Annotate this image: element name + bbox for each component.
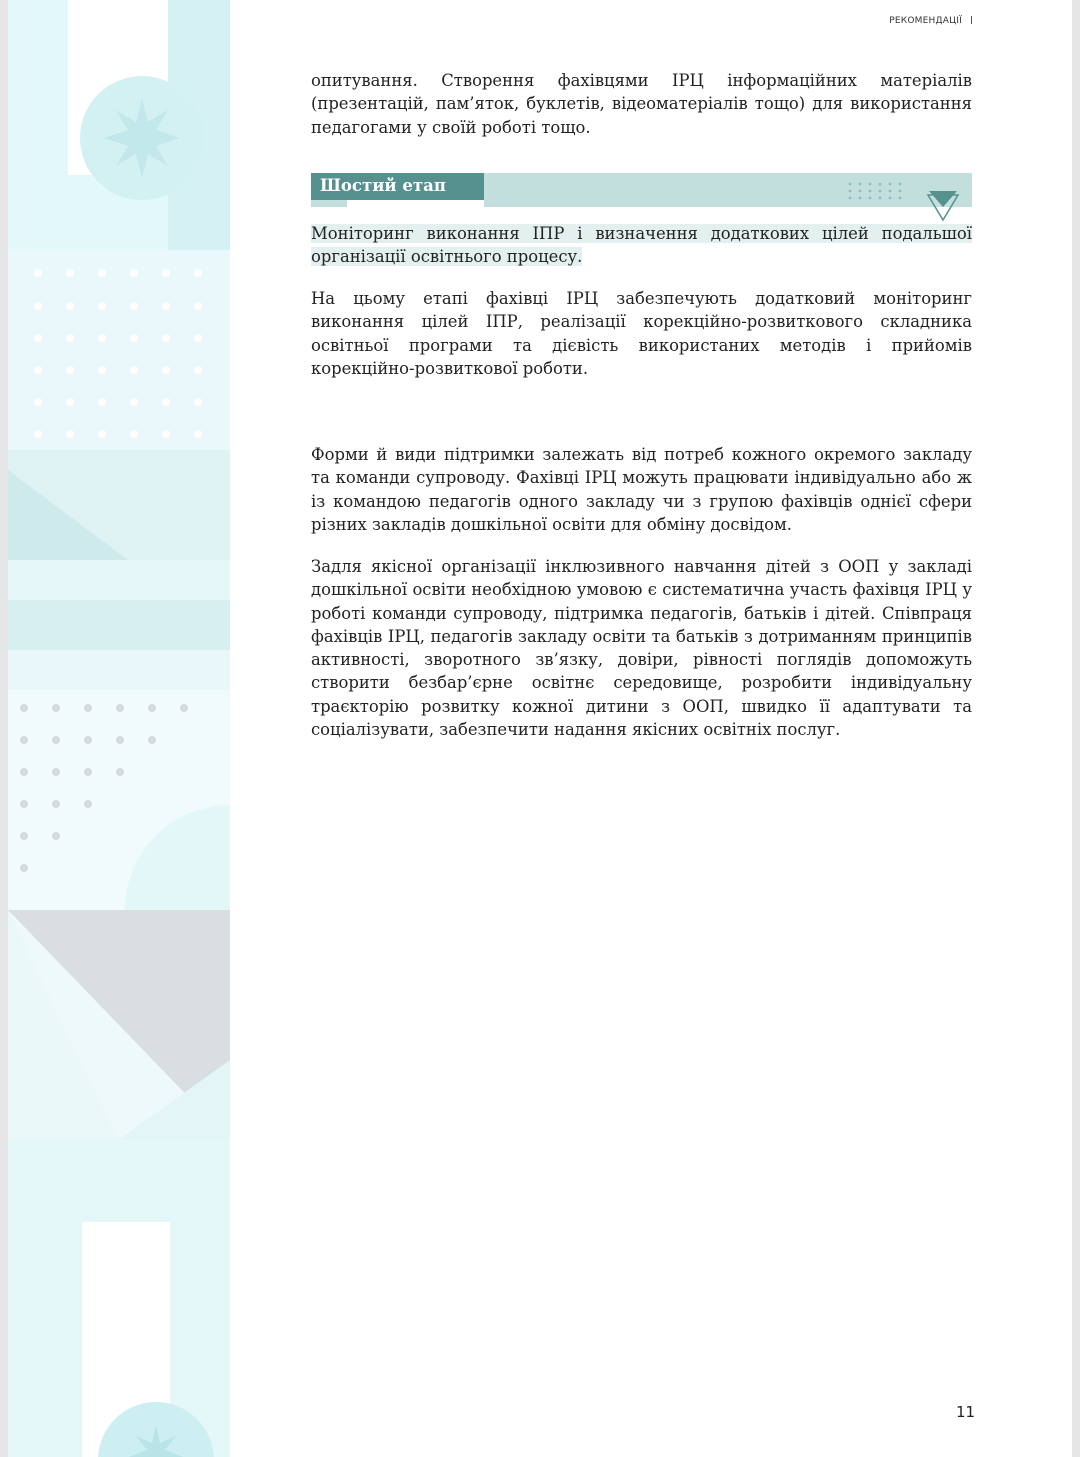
paragraph-intro: опитування. Створення фахівцями ІРЦ інформаційних матеріалів (презентацій, пам’яток, буклетів, відеоматеріалів тощо) для використання педагогами у своїй роботі тощо.	[311, 71, 972, 137]
document-page	[8, 0, 1072, 1457]
down-triangle-icon	[925, 189, 961, 223]
running-header	[889, 16, 972, 26]
dot-grid-icon	[848, 182, 904, 202]
stage-summary	[311, 222, 972, 269]
stage-label-box	[311, 173, 484, 200]
page-number: 11	[956, 1403, 976, 1421]
section-label: РЕКОМЕНДАЦІЇ	[889, 16, 962, 26]
stage-summary-text: Моніторинг виконання ІПР і визначення додаткових цілей подальшої організації освітнього процесу.	[311, 224, 972, 267]
paragraph-conclusion: Задля якісної організації інклюзивного навчання дітей з ООП у закладі дошкільної освіти необхідною умовою є систематична участь фахівця ІРЦ у роботі команди супроводу, підтримка педагогів, батьків і дітей. Співпраця фахівців ІРЦ, педагогів закладу освіти та батьків з дотриманням принципів активності, зворотного зв’язку, довіри, рівності поглядів допоможуть створити безбар’єрне освітнє середовище, розробити індивідуальну траєкторію розвитку кожної дитини з ООП, швидко її адаптувати та соціалізувати, забезпечити надання якісних освітніх послуг.	[311, 557, 972, 740]
stage-title: Шостий етап	[320, 176, 446, 195]
stage-heading-bar	[311, 173, 972, 209]
header-divider	[971, 16, 972, 24]
paragraph-monitoring: На цьому етапі фахівці ІРЦ забезпечують додатковий моніторинг виконання цілей ІПР, реалізації корекційно-розвиткового складника освітньої програми та дієвість використаних методів і прийомів корекційно-розвиткової роботи.	[311, 289, 972, 378]
decorative-sidebar-art	[8, 0, 230, 1457]
paragraph-forms: Форми й види підтримки залежать від потреб кожного окремого закладу та команди супроводу. Фахівці ІРЦ можуть працювати індивідуально або ж із командою педагогів одного закладу чи з групою фахівців однієї сфери різних закладів дошкільної освіти для обміну досвідом.	[311, 445, 972, 534]
stage-label-underline	[347, 200, 484, 207]
